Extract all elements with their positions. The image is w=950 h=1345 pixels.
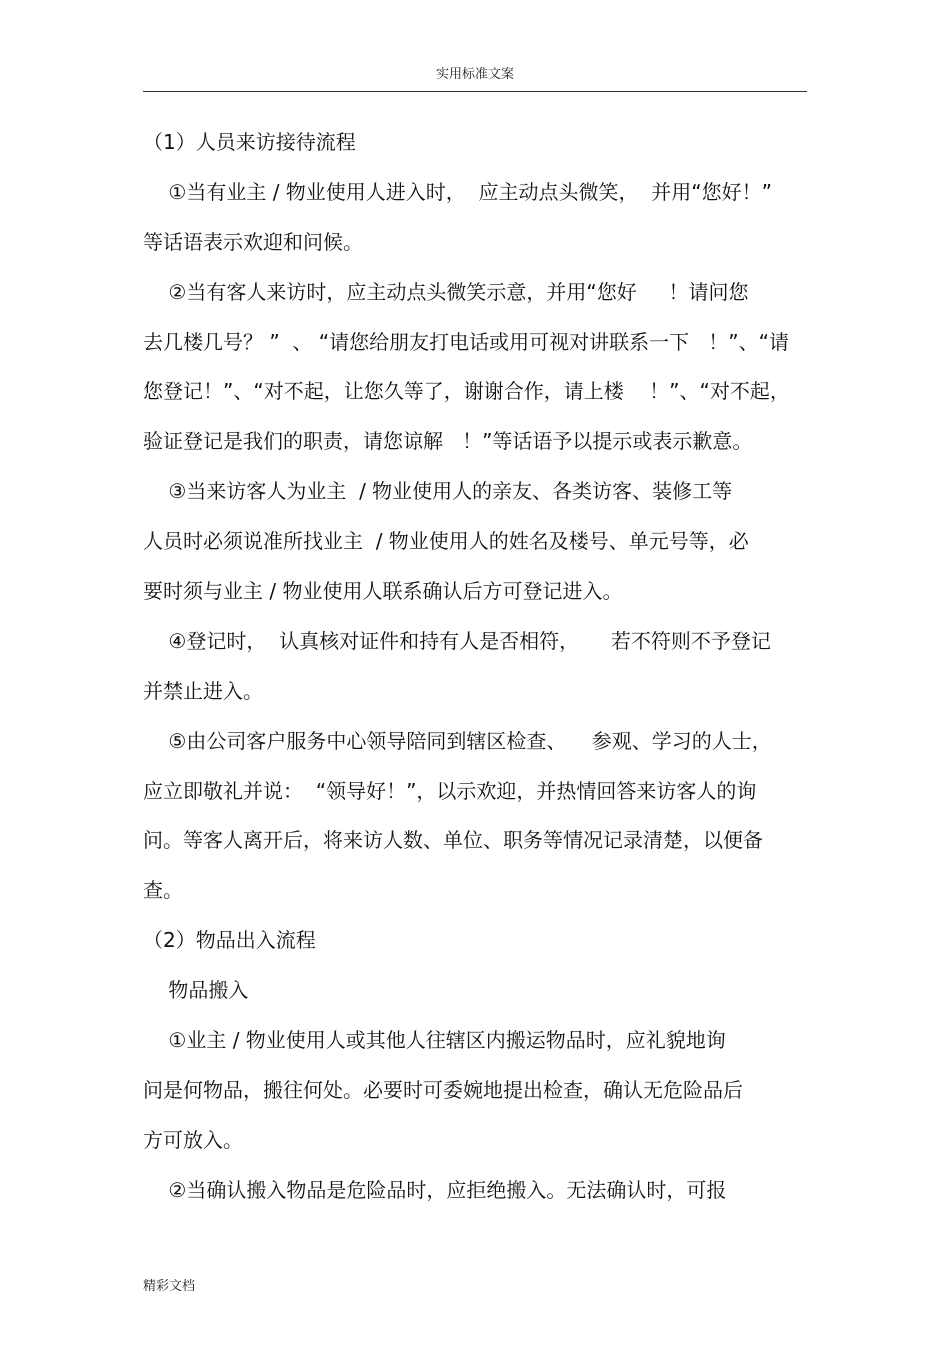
header-divider (143, 91, 807, 92)
text-line: 验证登记是我们的职责，请您谅解 ！”等话语予以提示或表示歉意。 (143, 429, 753, 453)
page-footer: 精彩文档 (143, 1279, 196, 1294)
text-line: 去几楼几号？ ” 、 “请您给朋友打电话或用可视对讲联系一下 ！”、“请 (143, 330, 789, 354)
text-line: ①业主 / 物业使用人或其他人往辖区内搬运物品时，应礼貌地询 (143, 1028, 726, 1052)
text-line: ②当有客人来访时，应主动点头微笑示意，并用“您好 ！请问您 (143, 280, 749, 304)
text-line: 人员时必须说准所找业主 / 物业使用人的姓名及楼号、单元号等，必 (143, 529, 749, 553)
text-line: 等话语表示欢迎和问候。 (143, 230, 363, 254)
text-line: ③当来访客人为业主 / 物业使用人的亲友、各类访客、装修工等 (143, 479, 733, 503)
text-line: ④登记时， 认真核对证件和持有人是否相符， 若不符则不予登记 (143, 629, 771, 653)
text-line: 您登记！”、“对不起，让您久等了，谢谢合作，请上楼 ！”、“对不起， (143, 379, 790, 403)
page-header: 实用标准文案 (435, 67, 514, 82)
section-heading: （2）物品出入流程 (143, 928, 316, 952)
text-line: ①当有业主 / 物业使用人进入时， 应主动点头微笑， 并用“您好！” (143, 180, 772, 204)
text-line: 应立即敬礼并说： “领导好！”，以示欢迎，并热情回答来访客人的询 (143, 779, 757, 803)
text-line: 查。 (143, 878, 183, 902)
subsection-heading: 物品搬入 (143, 978, 249, 1002)
text-line: 并禁止进入。 (143, 679, 263, 703)
text-line: 问是何物品，搬往何处。必要时可委婉地提出检查，确认无危险品后 (143, 1078, 743, 1102)
text-line: 方可放入。 (143, 1128, 243, 1152)
text-line: ⑤由公司客户服务中心领导陪同到辖区检查、 参观、学习的人士， (143, 729, 772, 753)
section-heading: （1）人员来访接待流程 (143, 130, 356, 154)
text-line: ②当确认搬入物品是危险品时，应拒绝搬入。无法确认时，可报 (143, 1178, 727, 1202)
text-line: 要时须与业主 / 物业使用人联系确认后方可登记进入。 (143, 579, 623, 603)
text-line: 问。等客人离开后，将来访人数、单位、职务等情况记录清楚，以便备 (143, 828, 763, 852)
